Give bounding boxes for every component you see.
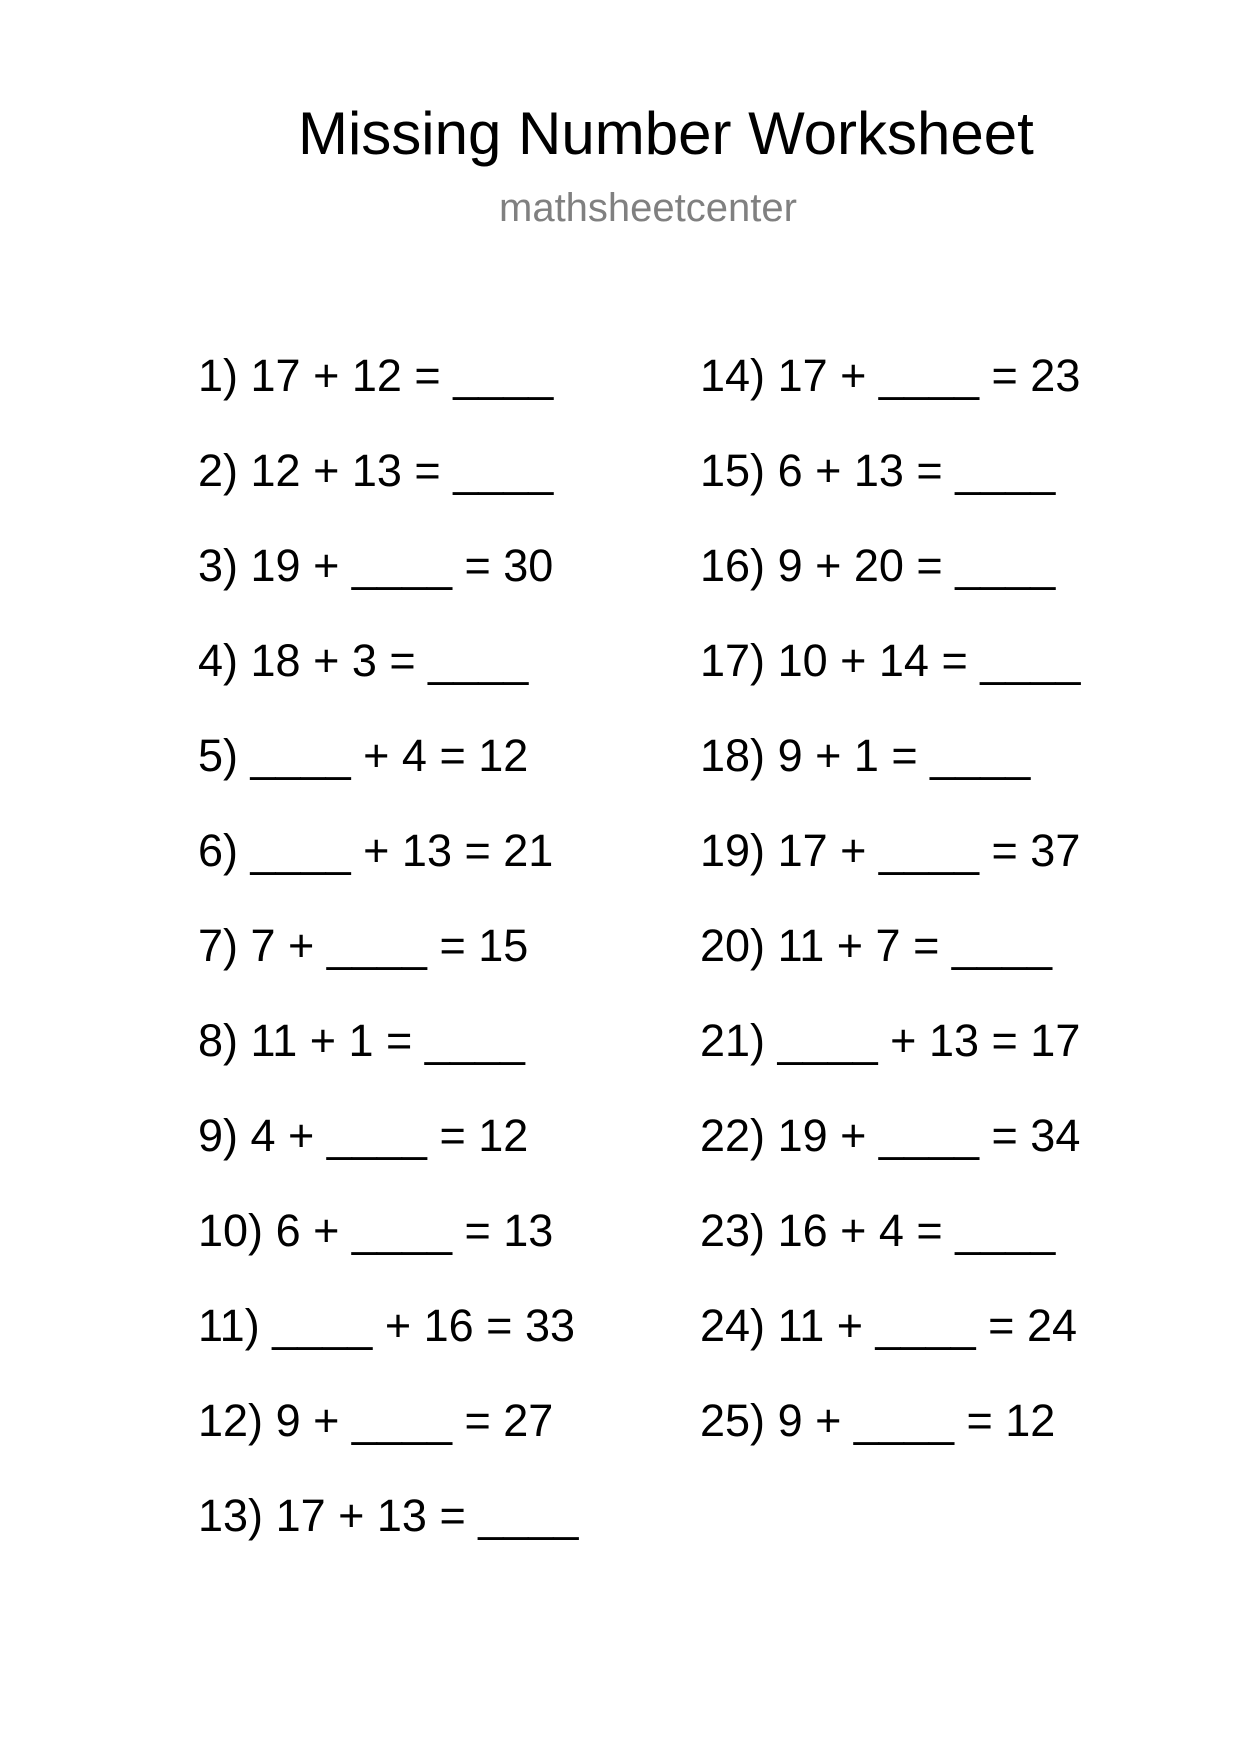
problems-right-column [700, 350, 1160, 1493]
problem-expression: ____ + 13 = 17 [777, 1015, 1081, 1066]
worksheet-source-label: mathsheetcenter [499, 186, 797, 230]
problem-expression: 6 + ____ = 13 [275, 1205, 554, 1256]
problem-number: 6) [198, 825, 239, 876]
problem-expression: 17 + 12 = ____ [250, 350, 554, 401]
problem-item [198, 1110, 658, 1208]
problem-number: 4) [198, 635, 239, 686]
problem-number: 23) [700, 1205, 766, 1256]
problem-expression: 17 + ____ = 37 [777, 825, 1081, 876]
problem-item [700, 1205, 1160, 1303]
problem-expression: 10 + 14 = ____ [777, 635, 1081, 686]
problem-item [198, 1395, 658, 1493]
problem-item [198, 1490, 658, 1588]
problem-number: 9) [198, 1110, 239, 1161]
problem-item [700, 1300, 1160, 1398]
problem-item [198, 540, 658, 638]
problem-number: 18) [700, 730, 766, 781]
problem-expression: 11 + 1 = ____ [250, 1015, 525, 1066]
problem-item [700, 445, 1160, 543]
problem-number: 2) [198, 445, 239, 496]
problem-number: 20) [700, 920, 766, 971]
problem-item [198, 730, 658, 828]
problem-expression: 11 + 7 = ____ [777, 920, 1052, 971]
problem-number: 1) [198, 350, 239, 401]
problem-expression: 7 + ____ = 15 [250, 920, 529, 971]
problem-number: 22) [700, 1110, 766, 1161]
problem-expression: 17 + ____ = 23 [777, 350, 1081, 401]
problem-item [198, 445, 658, 543]
problem-number: 15) [700, 445, 766, 496]
problem-expression: 16 + 4 = ____ [777, 1205, 1056, 1256]
problem-expression: 19 + ____ = 30 [250, 540, 554, 591]
problem-expression: 12 + 13 = ____ [250, 445, 554, 496]
problem-expression: ____ + 16 = 33 [272, 1300, 576, 1351]
problem-number: 25) [700, 1395, 766, 1446]
problem-number: 3) [198, 540, 239, 591]
problem-number: 10) [198, 1205, 264, 1256]
problem-expression: ____ + 4 = 12 [250, 730, 529, 781]
problem-expression: 18 + 3 = ____ [250, 635, 529, 686]
problem-number: 16) [700, 540, 766, 591]
problem-item [700, 1395, 1160, 1493]
problem-expression: 9 + 20 = ____ [777, 540, 1056, 591]
problem-number: 11) [198, 1300, 260, 1351]
problem-item [700, 635, 1160, 733]
problem-item [700, 825, 1160, 923]
problem-number: 12) [198, 1395, 264, 1446]
problem-expression: 11 + ____ = 24 [777, 1300, 1078, 1351]
problem-item [198, 1015, 658, 1113]
problem-item [700, 350, 1160, 448]
problem-number: 7) [198, 920, 239, 971]
problem-item [700, 920, 1160, 1018]
problem-number: 19) [700, 825, 766, 876]
problem-expression: 9 + 1 = ____ [777, 730, 1031, 781]
worksheet-title: Missing Number Worksheet [298, 100, 1034, 167]
problem-item [700, 1015, 1160, 1113]
problems-left-column [198, 350, 658, 1588]
problem-item [198, 1205, 658, 1303]
problem-item [700, 540, 1160, 638]
problem-number: 14) [700, 350, 766, 401]
problem-number: 13) [198, 1490, 264, 1541]
problem-number: 17) [700, 635, 766, 686]
problem-number: 21) [700, 1015, 766, 1066]
problem-expression: 17 + 13 = ____ [275, 1490, 579, 1541]
problem-expression: 6 + 13 = ____ [777, 445, 1056, 496]
problem-item [700, 1110, 1160, 1208]
problem-number: 8) [198, 1015, 239, 1066]
problem-number: 5) [198, 730, 239, 781]
problem-item [700, 730, 1160, 828]
problem-item [198, 635, 658, 733]
problem-item [198, 920, 658, 1018]
problem-expression: 9 + ____ = 12 [777, 1395, 1056, 1446]
problem-expression: 19 + ____ = 34 [777, 1110, 1081, 1161]
problem-item [198, 350, 658, 448]
problem-item [198, 1300, 658, 1398]
problem-expression: ____ + 13 = 21 [250, 825, 554, 876]
problem-item [198, 825, 658, 923]
problem-expression: 4 + ____ = 12 [250, 1110, 529, 1161]
problem-expression: 9 + ____ = 27 [275, 1395, 554, 1446]
problem-number: 24) [700, 1300, 766, 1351]
